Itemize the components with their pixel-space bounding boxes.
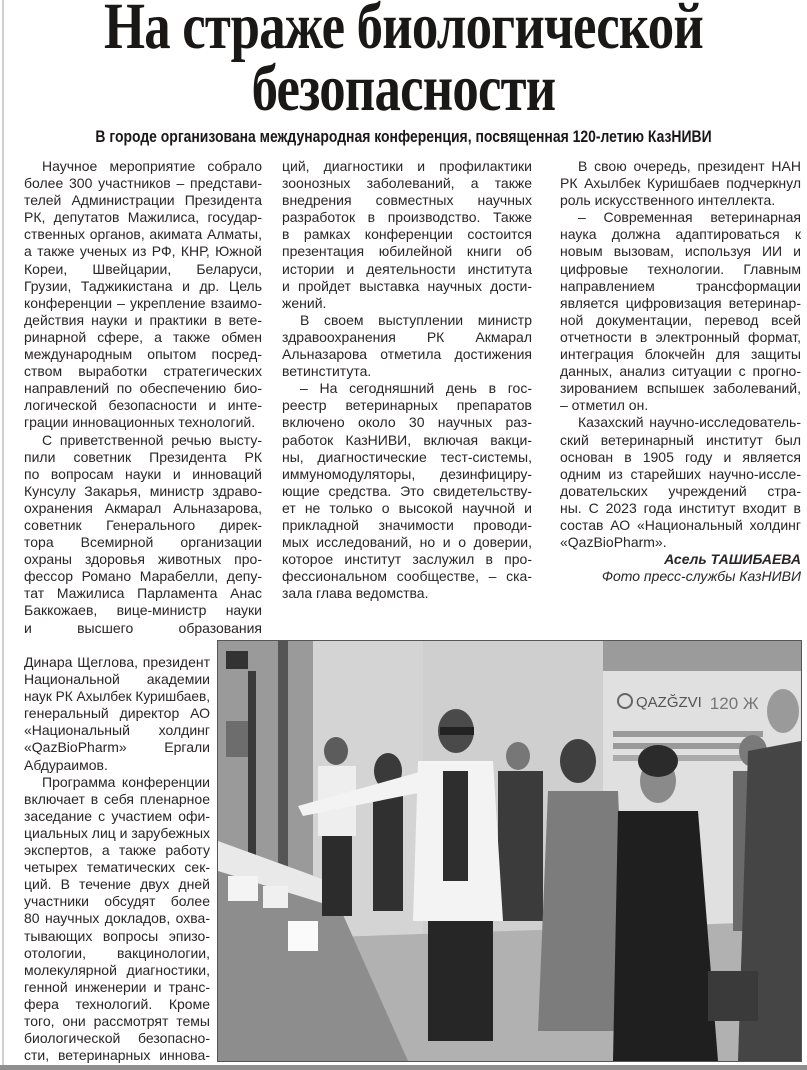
text-line: и пройдет выставка научных дости-: [282, 277, 532, 294]
text-line: «QazBioPharm» Ергали: [24, 739, 210, 756]
text-line: – Современная ветеринарная: [578, 209, 801, 226]
text-line: Абдураимов.: [24, 756, 108, 773]
text-line: зированием вспышек заболеваний,: [560, 380, 801, 397]
text-line: грации инновационных технологий.: [24, 414, 256, 431]
text-line: жений.: [282, 294, 327, 311]
text-line: презентация юбилейной книги об: [282, 243, 532, 260]
text-line: прикладной значимости проводи-: [282, 516, 532, 533]
text-line: отологии, вакцинологии,: [24, 944, 210, 961]
text-line: РК, депутатов Мажилиса, государ-: [24, 209, 262, 226]
conference-photo: [218, 641, 801, 1061]
text-line: генеральный директор АО: [24, 705, 210, 722]
text-line: ственных органов, акимата Алматы,: [24, 226, 262, 243]
text-line: Альназарова отметила достижения: [282, 346, 532, 363]
text-line: направлением трансформации: [560, 277, 801, 294]
text-line: экспертов, а также работу: [24, 842, 210, 859]
text-line: фессиональном сообществе, – ска-: [282, 568, 532, 585]
text-line: Грузии, Таджикистана и др. Цель: [24, 277, 262, 294]
text-line: молекулярной диагностики,: [24, 961, 210, 978]
text-line: зала глава ведомства.: [282, 585, 429, 602]
text-line: иммуномодуляторы, дезинфициру-: [282, 465, 532, 482]
exit-sign: [226, 651, 248, 669]
text-line: по вопросам науки и инноваций: [24, 465, 262, 482]
text-line: – отметил он.: [560, 397, 649, 414]
text-line: логической безопасности и инте-: [24, 397, 262, 414]
text-line: тора Всемирной организации: [24, 534, 262, 551]
headline: [81, 0, 727, 125]
banner-logo-text: QAZĞZVI: [636, 694, 702, 711]
text-line: ны. С 2023 года институт входит в: [560, 499, 801, 516]
article-column-2: [282, 158, 532, 602]
text-line: здравоохранения РК Акмарал: [282, 328, 532, 345]
text-line: довательских учреждений стра-: [560, 482, 801, 499]
text-line: Кунсулу Закарья, министр здраво-: [24, 482, 262, 499]
text-line: ций, диагностики и профилактики: [282, 158, 532, 174]
text-line: в рамках конференции состоится: [282, 226, 532, 243]
text-line: роль искусственного интеллекта.: [560, 192, 776, 209]
text-line: Динара Щеглова, президент: [24, 654, 210, 670]
text-line: генной инженерии и транс-: [24, 978, 210, 995]
text-line: В свою очередь, президент НАН: [578, 158, 801, 174]
text-line: ций. В течение двух дней: [24, 876, 210, 893]
text-line: направлений по обеспечению био-: [24, 380, 262, 397]
text-line: Национальной академии: [24, 671, 210, 688]
text-line: является цифровизация ветеринар-: [560, 294, 801, 311]
text-line: ет не только о высокой научной и: [282, 499, 532, 516]
text-line: новым вызовам, используя ИИ и: [560, 243, 801, 260]
text-line: истории и деятельности института: [282, 260, 532, 277]
text-line: более 300 участников – представи-: [24, 175, 262, 192]
text-line: РК Ахылбек Куришбаев подчеркнул: [560, 175, 801, 192]
article-column-1: [24, 158, 262, 637]
text-line: ский ветеринарный институт был: [560, 431, 801, 448]
text-line: внедрения совместных научных: [282, 192, 532, 209]
text-line: включено около 30 научных раз-: [282, 414, 532, 431]
text-line: заседание с участием офи-: [24, 807, 210, 824]
headline-line-1: На страже биологической: [103, 0, 704, 63]
text-line: тат Мажилиса Парламента Анас: [24, 585, 262, 602]
banner-anniversary-text: 120 Ж: [709, 694, 759, 713]
text-line: фера технологий. Кроме: [24, 995, 210, 1012]
text-line: мых исследований, но и о доверии,: [282, 534, 532, 551]
author-byline: Асель ТАШИБАЕВА: [664, 551, 801, 568]
text-line: которое институт заслужил в про-: [282, 551, 532, 568]
wall-painting: [226, 721, 248, 757]
text-line: сти, ветеринарных иннова-: [24, 1047, 210, 1064]
text-line: интеграция блокчейн для защиты: [560, 346, 801, 363]
text-line: состав АО «Национальный холдинг: [560, 516, 801, 533]
text-line: ной документации, перевод всей: [560, 311, 801, 328]
article-column-3: [560, 158, 801, 585]
text-line: включает в себя пленарное: [24, 790, 210, 807]
text-line: четырех тематических сек-: [24, 859, 210, 876]
text-line: В своем выступлении министр: [300, 311, 532, 328]
person-photographer-head: [324, 737, 348, 765]
text-line: Программа конференции: [42, 773, 210, 790]
article-column-1-continued: [24, 654, 210, 1064]
text-line: наука должна адаптироваться к: [560, 226, 801, 243]
text-line: международным опытом посред-: [24, 346, 262, 363]
text-line: советник Генерального дирек-: [24, 516, 262, 533]
text-line: пили советник Президента РК: [24, 448, 262, 465]
text-line: отчетности в электронный формат,: [560, 328, 801, 345]
text-line: ющие средства. Это свидетельству-: [282, 482, 532, 499]
text-line: Научное мероприятие собрало: [42, 158, 262, 174]
person-in-suit: [498, 771, 543, 921]
text-line: С приветственной речью высту-: [42, 431, 262, 448]
text-line: 80 научных докладов, охва-: [24, 910, 210, 927]
text-line: ринарной сфере, а также обмен: [24, 328, 262, 345]
text-line: участники обсудят более: [24, 893, 210, 910]
text-line: а также ученых из РФ, КНР, Южной: [24, 243, 262, 260]
page-bottom-border: [0, 1065, 807, 1070]
text-line: тывающих вопросы эпизо-: [24, 927, 210, 944]
text-line: конференции – укрепление взаимо-: [24, 294, 262, 311]
text-line: цифровые технологии. Главным: [560, 260, 801, 277]
text-line: основан в 1905 году и является: [560, 448, 801, 465]
photo-credit: Фото пресс-службы КазНИВИ: [601, 568, 801, 585]
subheadline: В городе организована международная конференция, посвященная 120-летию КазНИВИ: [95, 127, 712, 146]
page-edge-line: [2, 0, 4, 1070]
text-line: данных, анализ ситуации с прогно-: [560, 363, 801, 380]
text-line: фессор Романо Марабелли, депу-: [24, 568, 262, 585]
article-photo: [217, 640, 802, 1062]
text-line: Кореи, Швейцарии, Беларуси,: [24, 260, 262, 277]
text-line: – На сегодняшний день в гос-: [300, 380, 532, 397]
headline-line-2: безопасности: [251, 52, 556, 125]
text-line: «QazBioPharm».: [560, 534, 667, 551]
text-line: действия науки и практики в вете-: [24, 311, 262, 328]
text-line: реестр ветеринарных препаратов: [282, 397, 532, 414]
text-line: ством выработки стратегических: [24, 363, 262, 380]
text-line: охраны здоровья животных про-: [24, 551, 262, 568]
text-line: ветинститута.: [282, 363, 372, 380]
handbag: [708, 971, 758, 1021]
text-line: разработок в производство. Также: [282, 209, 532, 226]
text-line: биологической безопасно-: [24, 1030, 210, 1047]
text-line: того, они рассмотрят темы: [24, 1012, 210, 1029]
text-line: Баккожаев, вице-министр науки: [24, 602, 262, 619]
text-line: циальных лиц и зарубежных: [24, 824, 210, 841]
text-line: зоонозных заболеваний, а также: [282, 175, 532, 192]
text-line: работок КазНИВИ, включая вакци-: [282, 431, 532, 448]
text-line: наук РК Ахылбек Куришбаев,: [24, 688, 210, 705]
text-line: «Национальный холдинг: [24, 722, 210, 739]
text-line: Казахский научно-исследователь-: [578, 414, 801, 431]
text-line: ны, диагностические тест-системы,: [282, 448, 532, 465]
text-line: телей Администрации Президента: [24, 192, 262, 209]
text-line: и высшего образования: [24, 619, 262, 636]
text-line: одним из старейших научно-иссле-: [560, 465, 801, 482]
text-line: охранения Акмарал Альназарова,: [24, 499, 262, 516]
article-column-3-body: [560, 158, 801, 551]
